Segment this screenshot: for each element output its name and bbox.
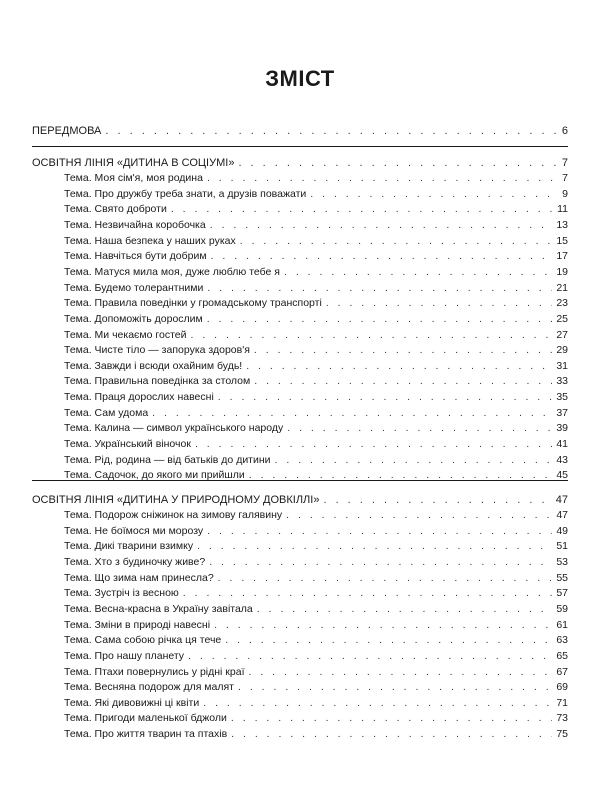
toc-topic-label: Тема. Калина — символ українського народу (64, 422, 284, 435)
toc-topic-label: Тема. Про нашу планету (64, 649, 185, 662)
toc-topic-entry[interactable] (64, 219, 568, 231)
toc-topic-page: 7 (562, 172, 568, 184)
toc-topic-label: Тема. Хто з будиночку живе? (64, 555, 206, 568)
toc-topic-page: 21 (556, 281, 568, 294)
leader-dots (254, 344, 552, 356)
toc-topic-label: Тема. Праця дорослих навесні (64, 391, 214, 404)
leader-dots (284, 266, 552, 278)
toc-topic-label: Тема. Зміни в природі навесні (64, 618, 211, 631)
toc-topic-entry[interactable] (64, 407, 568, 419)
leader-dots (171, 203, 553, 215)
toc-topic-label: Тема. Зустріч із весною (64, 587, 179, 600)
toc-topic-entry[interactable] (64, 509, 568, 521)
toc-topic-page: 19 (556, 265, 568, 278)
toc-topic-label: Тема. Пригоди маленької бджоли (64, 712, 227, 725)
toc-topic-label: Тема. Сама собою річка ця тече (64, 634, 222, 647)
leader-dots (238, 157, 557, 169)
toc-topic-entry[interactable] (64, 297, 568, 309)
leader-dots (218, 572, 553, 584)
toc-topic-entry[interactable] (64, 619, 568, 631)
leader-dots (248, 666, 552, 678)
toc-topic-entry[interactable] (64, 587, 568, 599)
toc-topic-page: 31 (556, 359, 568, 372)
toc-topic-page: 73 (556, 712, 568, 725)
toc-topic-page: 61 (556, 618, 568, 631)
leader-dots (254, 375, 552, 387)
toc-topic-label: Тема. Які дивовижні ці квіти (64, 696, 200, 709)
toc-topic-label: Тема. Свято доброти (64, 203, 167, 216)
toc-topic-label: Тема. Рід, родина — від батьків до дитини (64, 453, 271, 466)
leader-dots (183, 587, 553, 599)
toc-topic-page: 65 (556, 649, 568, 662)
toc-topic-label: Тема. Весняна подорож для малят (64, 681, 234, 694)
page-title: ЗМІСТ (265, 66, 335, 91)
leader-dots (218, 391, 553, 403)
leader-dots (207, 282, 552, 294)
toc-topic-page: 55 (556, 571, 568, 584)
toc-topic-label: Тема. Завжди і всюди охайним будь! (64, 359, 243, 372)
toc-topic-entry[interactable] (64, 313, 568, 325)
leader-dots (207, 525, 552, 537)
toc-topic-page: 17 (556, 250, 568, 263)
toc-topic-page: 49 (556, 524, 568, 537)
leader-dots (310, 188, 558, 200)
toc-topic-entry[interactable] (64, 172, 568, 184)
toc-topic-entry[interactable] (64, 634, 568, 646)
leader-dots (105, 125, 557, 137)
leader-dots (209, 556, 552, 568)
toc-section-page: 7 (561, 157, 568, 169)
toc-topic-label: Тема. Не боїмося ми морозу (64, 524, 204, 537)
toc-topic-page: 27 (556, 328, 568, 341)
toc-topic-page: 51 (556, 540, 568, 553)
toc-topic-entry[interactable] (64, 712, 568, 724)
leader-dots (246, 360, 552, 372)
toc-topic-label: Тема. Дикі тварини взимку (64, 540, 194, 553)
toc-topic-entry[interactable] (64, 666, 568, 678)
leader-dots (211, 250, 553, 262)
toc-entry-preface[interactable] (32, 125, 568, 137)
toc-topic-entry[interactable] (64, 391, 568, 403)
toc-topic-page: 47 (556, 509, 568, 521)
divider (32, 146, 568, 147)
leader-dots (240, 235, 553, 247)
toc-topic-entry[interactable] (64, 235, 568, 247)
toc-topic-label: Тема. Моя сім'я, моя родина (64, 172, 203, 184)
toc-section-page: 47 (555, 494, 568, 506)
toc-topic-page: 69 (556, 681, 568, 694)
leader-dots (207, 172, 558, 184)
toc-topic-entry[interactable] (64, 540, 568, 552)
toc-topic-page: 57 (556, 587, 568, 600)
toc-topic-page: 15 (556, 234, 568, 247)
toc-topic-entry[interactable] (64, 360, 568, 372)
toc-topic-page: 35 (556, 391, 568, 404)
toc-topic-label: Тема. Що зима нам принесла? (64, 571, 214, 584)
toc-topic-page: 23 (556, 297, 568, 310)
toc-topic-label: Тема. Будемо толерантними (64, 281, 204, 294)
toc-section-heading[interactable] (32, 494, 568, 506)
leader-dots (257, 603, 553, 615)
toc-topic-label: Тема. Навчіться бути добрим (64, 250, 207, 263)
toc-topic-page: 43 (556, 453, 568, 466)
leader-dots (210, 219, 553, 231)
leader-dots (238, 681, 552, 693)
toc-topic-label: Тема. Матуся мила моя, дуже люблю тебе я (64, 265, 280, 278)
toc-topic-entry[interactable] (64, 344, 568, 356)
toc-topic-entry[interactable] (64, 203, 568, 215)
leader-dots (152, 407, 552, 419)
toc-topic-label: Тема. Сам удома (64, 406, 149, 419)
leader-dots (231, 712, 552, 724)
toc-topic-page: 29 (556, 344, 568, 357)
toc-topic-label: Тема. Правильна поведінка за столом (64, 375, 251, 388)
toc-topic-page: 67 (556, 665, 568, 678)
toc-topic-entry[interactable] (64, 556, 568, 568)
toc-topic-label: Тема. Весна-красна в Україну завітала (64, 602, 253, 615)
toc-topic-label: Тема. Про дружбу треба знати, а друзів поважати (64, 187, 307, 200)
toc-topic-entry[interactable] (64, 650, 568, 662)
toc-topic-entry[interactable] (64, 188, 568, 200)
toc-topic-label: Тема. Допоможіть дорослим (64, 312, 203, 325)
leader-dots (287, 422, 552, 434)
toc-topic-entry[interactable] (64, 572, 568, 584)
leader-dots (195, 438, 552, 450)
toc-topic-entry[interactable] (64, 375, 568, 387)
toc-topic-label: Тема. Наша безпека у наших руках (64, 234, 236, 247)
toc-topic-page: 33 (556, 375, 568, 388)
toc-topic-entry[interactable] (64, 525, 568, 537)
toc-topic-page: 45 (556, 469, 568, 482)
toc-entry-label: ПЕРЕДМОВА (32, 125, 102, 137)
leader-dots (207, 313, 553, 325)
toc-topic-entry[interactable] (64, 282, 568, 294)
toc-topic-entry[interactable] (64, 681, 568, 693)
toc-topic-page: 25 (556, 312, 568, 325)
toc-topic-page: 63 (556, 634, 568, 647)
toc-section-heading[interactable] (32, 157, 568, 169)
toc-topic-label: Тема. Про життя тварин та птахів (64, 728, 228, 741)
toc-topic-entry[interactable] (64, 454, 568, 466)
leader-dots (197, 540, 552, 552)
leader-dots (326, 297, 553, 309)
toc-topic-entry[interactable] (64, 250, 568, 262)
leader-dots (203, 697, 552, 709)
toc-topic-entry[interactable] (64, 728, 568, 740)
leader-dots (323, 494, 551, 506)
toc-topic-page: 39 (556, 422, 568, 435)
toc-topic-entry[interactable] (64, 603, 568, 615)
leader-dots (231, 728, 552, 740)
toc-topic-label: Тема. Ми чекаємо гостей (64, 328, 187, 341)
leader-dots (188, 650, 552, 662)
toc-entry-page: 6 (561, 125, 568, 137)
toc-topic-page: 59 (556, 602, 568, 615)
toc-section-label: ОСВІТНЯ ЛІНІЯ «ДИТИНА У ПРИРОДНОМУ ДОВКІЛЛІ» (32, 494, 320, 506)
leader-dots (190, 329, 552, 341)
leader-dots (286, 509, 552, 521)
toc-topic-page: 11 (557, 203, 568, 216)
toc-topic-page: 37 (556, 406, 568, 419)
leader-dots (214, 619, 552, 631)
toc-topic-label: Тема. Подорож сніжинок на зимову галявину (64, 509, 283, 521)
toc-topic-page: 71 (556, 696, 568, 709)
toc-topic-entry[interactable] (64, 438, 568, 450)
toc-topic-label: Тема. Незвичайна коробочка (64, 218, 206, 231)
toc-topic-entry[interactable] (64, 697, 568, 709)
toc-topic-label: Тема. Садочок, до якого ми прийшли (64, 469, 245, 482)
toc-topic-page: 9 (562, 187, 568, 200)
toc-section-label: ОСВІТНЯ ЛІНІЯ «ДИТИНА В СОЦІУМІ» (32, 157, 235, 169)
toc-topic-page: 41 (556, 438, 568, 451)
toc-topic-label: Тема. Український віночок (64, 438, 191, 451)
leader-dots (275, 454, 553, 466)
toc-topic-label: Тема. Птахи повернулись у рідні краї (64, 665, 245, 678)
toc-topic-page: 53 (556, 555, 568, 568)
toc-topic-label: Тема. Чисте тіло — запорука здоров'я (64, 344, 250, 357)
divider (32, 480, 568, 481)
toc-topic-label: Тема. Правила поведінки у громадському транспорті (64, 297, 322, 310)
toc-topic-entry[interactable] (64, 422, 568, 434)
toc-topic-entry[interactable] (64, 266, 568, 278)
leader-dots (225, 634, 552, 646)
toc-topic-entry[interactable] (64, 329, 568, 341)
toc-topic-page: 75 (556, 728, 568, 741)
toc-topic-page: 13 (556, 218, 568, 231)
